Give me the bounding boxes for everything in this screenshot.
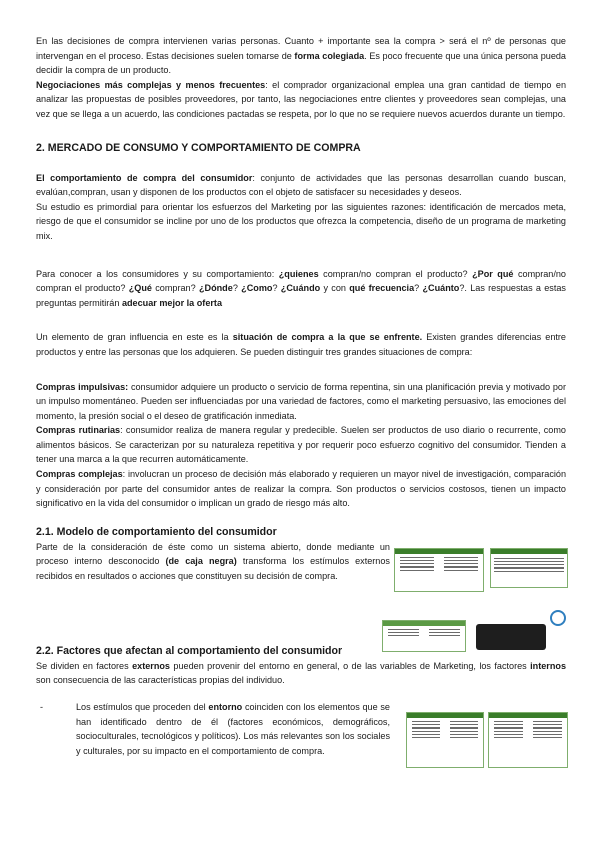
black-box-shape — [476, 624, 546, 650]
response-panel — [490, 548, 568, 588]
paragraph-factores: Se dividen en factores externos pueden provenir del entorno en general, o de las variables de Marketing, los factores internos son consecuencia de las características propias del individuo. — [36, 660, 566, 686]
paragraph-estudio: Su estudio es primordial para orientar los esfuerzos del Marketing por las siguientes razones: identificación de mercados meta, riesgo de que el consumidor se incline por uno de los productos que ofrezca la competencia, diseño de un programa de marketing mix. — [36, 201, 566, 241]
stimuli-panel — [394, 548, 484, 592]
paragraph-situacion-compra: Un elemento de gran influencia en este es la situación de compra a la que se enfrente. Existen grandes diferencias entre productos y entre las personas que los adquieren. Se pueden distinguir tres grandes situaciones de compra: — [36, 332, 566, 357]
external-factors-table — [406, 712, 484, 768]
document-page — [36, 34, 566, 758]
internal-factors-table — [488, 712, 568, 768]
paragraph-negociaciones: Negociaciones más complejas y menos frecuentes: el comprador organizacional emplea una gran cantidad de tiempo en analizar las propuestas de posibles proveedores, por tanto, las negociaciones entre clientes y proveedores sean complejas, una vez que se llega a un acuerdo, las condiciones pactadas se respeta, por lo que no se requiere nuevos acuerdos durante un tiempo. — [36, 79, 567, 119]
section-heading-2-2: 2.2. Factores que afectan al comportamiento del consumidor — [36, 644, 343, 657]
factors-panel — [382, 620, 466, 652]
paragraph-compras-rutinarias: Compras rutinarias: consumidor realiza de manera regular y predecible. Suelen ser productos de uso diario o recurrente, como alimentos básicos. Se caracterizan por su naturaleza repetitiva y por requerir poco esfuerzo cognitivo del consumidor. Tienden a tener una marca a la que recurren automáticamente. — [36, 425, 566, 465]
modelo-text — [36, 540, 390, 650]
paragraph-comportamiento: El comportamiento de compra del consumidor: conjunto de actividades que las personas desarrollan cuando buscan, evalúan,compran, usan y disponen de los productos con el objeto de satisfacer su necesidades y deseos. — [36, 172, 566, 198]
paragraph-compras-complejas: Compras complejas: involucran un proceso de decisión más elaborado y requieren un mayor nivel de investigación, comparación y consideración por parte del consumidor antes de realizar la compra. Son productos o servicios costosos, tienen un impacto significativo en la vida del consumidor o implican un grado de riesgo más alto. — [36, 469, 566, 509]
black-box-model-figure — [390, 540, 566, 650]
paragraph-decisiones: En las decisiones de compra intervienen varias personas. Cuanto + importante sea la compra > será el nº de personas que intervengan en el proceso. Estas decisiones suelen tomarse de forma colegiada. Es poco frecuente que una única persona pueda decidir la compra de un producto. — [36, 36, 566, 76]
section-heading-2-1: 2.1. Modelo de comportamiento del consumidor — [36, 525, 277, 538]
paragraph-preguntas: Para conocer a los consumidores y su comportamiento: ¿quienes compran/no compran el producto? ¿Por qué compran/no compran el producto? ¿Qué compran? ¿Dónde? ¿Como? ¿Cuándo y con qué frecuencia? ¿Cuánto?. Las respuestas a estas preguntas permitirán adecuar mejor la oferta — [36, 268, 566, 308]
paragraph-entorno: Los estímulos que proceden del entorno coinciden con los elementos que se han identificado dentro de él (factores económicos, demográficos, socioculturales, tecnológicos y políticos). Los más relevantes son los sociales y culturales, por su impacto en el comportamiento de compra. — [76, 702, 390, 756]
decision-icon — [550, 610, 566, 626]
bullet-entorno — [36, 700, 390, 758]
section-heading-2: 2. MERCADO DE CONSUMO Y COMPORTAMIENTO DE COMPRA — [36, 141, 361, 154]
bullet-section — [36, 700, 566, 758]
bullet-dash: - — [40, 702, 44, 713]
modelo-row — [36, 540, 566, 650]
paragraph-compras-impulsivas: Compras impulsivas: consumidor adquiere un producto o servicio de forma repentina, sin una planificación previa y motivado por un impulso momentáneo. Pueden ser influenciadas por una variedad de factores, como el marketing persuasivo, las emociones del momento, la presión social o el deseo de gratificación inmediata. — [36, 381, 566, 421]
paragraph-modelo: Parte de la consideración de éste como un sistema abierto, donde mediante un proceso interno desconocido (de caja negra) transforma los estímulos externos recibidos en resultados o acciones que constituyen su decisión de compra. — [36, 541, 390, 582]
